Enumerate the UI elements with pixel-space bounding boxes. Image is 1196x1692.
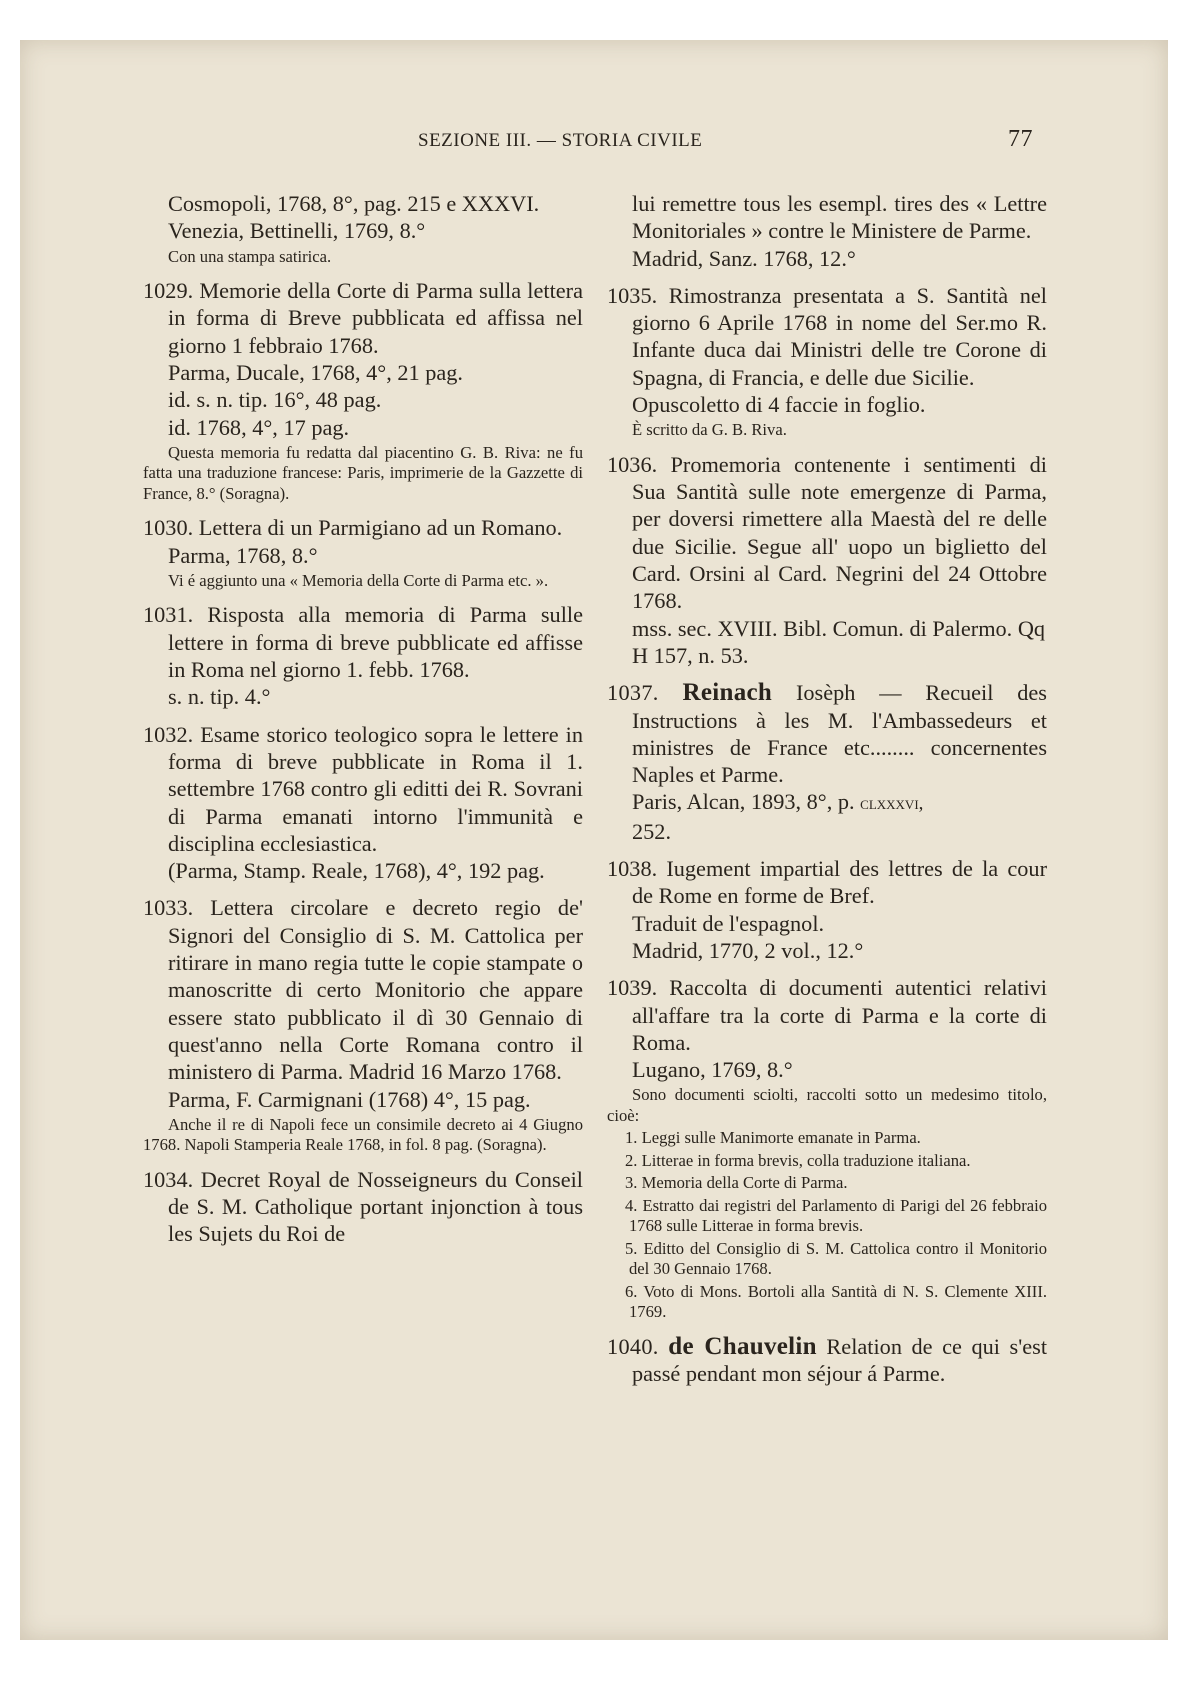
entry-note: Anche il re di Napoli fece un consimile decreto ai 4 Giugno 1768. Napoli Stamperia Reale 1768, in fol. 8 pag. (Soragna).	[143, 1114, 583, 1155]
page-number: 77	[1008, 126, 1033, 152]
entry-text	[607, 1333, 1047, 1388]
entry-text: 1034. Decret Royal de Nosseigneurs du Conseil de S. M. Catholique portant injonction à tous les Sujets du Roi de	[143, 1166, 583, 1247]
publication-line: (Parma, Stamp. Reale, 1768), 4°, 192 pag.	[168, 858, 545, 884]
entry-text: 1035. Rimostranza presentata a S. Santità nel giorno 6 Aprile 1768 in nome del Ser.mo R. Infante duca dai Ministri delle tre Corone di Spagna, di Francia, e delle due Sicilie.	[607, 282, 1047, 390]
right-column	[607, 190, 1047, 1398]
entry-text: lui remettre tous les esempl. tires des « Lettre Monitoriales » contre le Ministere de Parme.	[632, 191, 1047, 244]
entry-1039	[607, 974, 1047, 1323]
entry-text	[607, 679, 1047, 788]
entry-1035	[607, 282, 1047, 441]
entry-1034	[143, 1166, 583, 1248]
entry-note: Vi é aggiunto una « Memoria della Corte di Parma etc. ».	[168, 570, 549, 590]
publication-line: Parma, F. Carmignani (1768) 4°, 15 pag.	[168, 1086, 531, 1112]
entry-1038	[607, 855, 1047, 964]
entry-text: 1032. Esame storico teologico sopra le lettere in forma di breve pubblicate in Roma il 1. settembre 1768 contro gli editti dei R. Sovrani di Parma emanati intorno l'immunità e disciplina ecclesiastica.	[143, 721, 583, 856]
entry-note: È scritto da G. B. Riva.	[632, 420, 787, 440]
publication-place: Paris, Alcan, 1893, 8°, p.	[632, 789, 855, 815]
left-column	[143, 190, 583, 1258]
publication-pages: clxxxvi,	[860, 793, 924, 815]
entry-title: Relation de ce qui s'est passé pendant mon séjour á Parme.	[632, 1333, 1048, 1387]
entry-1037	[607, 679, 1047, 845]
section-title: SEZIONE III. — STORIA CIVILE	[418, 130, 703, 151]
publication-line: Madrid, 1770, 2 vol., 12.°	[632, 937, 864, 963]
document-list-item: 3. Memoria della Corte di Parma.	[625, 1173, 848, 1193]
entry-text: 1033. Lettera circolare e decreto regio de' Signori del Consiglio di S. M. Cattolica per ritirare in mano regia tutte le copie stampate o manoscritte di certo Monitorio che appare essere stato pubblicato il dì 30 Gennaio di quest'anno nella Corte Romana contro il ministero di Parma. Madrid 16 Marzo 1768.	[143, 895, 583, 1085]
publication-line: Madrid, Sanz. 1768, 12.°	[632, 245, 856, 271]
publication-line: Parma, 1768, 8.°	[168, 542, 318, 568]
entry-number: 1040.	[607, 1333, 659, 1359]
publication-line: mss. sec. XVIII. Bibl. Comun. di Palermo. Qq H 157, n. 53.	[632, 615, 1046, 668]
publication-line: s. n. tip. 4.°	[168, 684, 271, 710]
publication-line: Parma, Ducale, 1768, 4°, 21 pag.	[168, 359, 463, 385]
document-list-item: 4. Estratto dai registri del Parlamento di Parigi del 26 febbraio 1768 sulle Litterae in forma brevis.	[625, 1195, 1047, 1236]
entry-1030	[143, 514, 583, 591]
entry-1029	[143, 277, 583, 504]
entry-1033	[143, 894, 583, 1155]
document-list-item: 1. Leggi sulle Manimorte emanate in Parma.	[625, 1128, 921, 1148]
entry-1032	[143, 721, 583, 885]
entry-text: 1029. Memorie della Corte di Parma sulla lettera in forma di Breve pubblicata ed affissa nel giorno 1 febbraio 1768.	[143, 278, 583, 358]
entry-title: Iosèph — Recueil des Instructions à les M. l'Ambassedeurs et ministres de France etc........ concernentes Naples et Parme.	[632, 680, 1047, 788]
entry-continued	[607, 190, 1047, 272]
entry-text: 1036. Promemoria contenente i sentimenti di Sua Santità sulle note emergenze di Parma, per doversi rimettere alla Maestà del re delle due Sicilie. Segue all' uopo un biglietto del Card. Orsini al Card. Negrini del 24 Ottobre 1768.	[607, 451, 1047, 614]
entry-note: Sono documenti sciolti, raccolti sotto un medesimo titolo, cioè:	[607, 1085, 1047, 1125]
document-list-item: 6. Voto di Mons. Bortoli alla Santità di N. S. Clemente XIII. 1769.	[625, 1281, 1047, 1322]
entry-text: 1030. Lettera di un Parmigiano ad un Romano.	[143, 515, 563, 541]
entry-text: 1038. Iugement impartial des lettres de la cour de Rome en forme de Bref.	[607, 856, 1047, 909]
entry-text: 1039. Raccolta di documenti autentici relativi all'affare tra la corte di Parma e la corte di Roma.	[607, 975, 1047, 1055]
publication-line	[607, 788, 1047, 845]
publication-line: Opuscoletto di 4 faccie in foglio.	[632, 392, 926, 418]
publication-line: id. s. n. tip. 16°, 48 pag.	[168, 387, 382, 413]
entry-1040	[607, 1333, 1047, 1388]
entry-1031	[143, 601, 583, 710]
entry-continued	[143, 190, 583, 267]
publication-line: Venezia, Bettinelli, 1769, 8.°	[168, 218, 426, 244]
entry-note: Con una stampa satirica.	[168, 246, 332, 266]
entry-note: Questa memoria fu redatta dal piacentino G. B. Riva: ne fu fatta una traduzione francese: Paris, imprimerie de la Gazzette di France, 8.° (Soragna).	[143, 442, 583, 503]
entry-author: Reinach	[682, 679, 773, 707]
entry-text: Cosmopoli, 1768, 8°, pag. 215 e XXXVI.	[168, 191, 540, 216]
document-list-item: 2. Litterae in forma brevis, colla traduzione italiana.	[625, 1150, 971, 1170]
publication-line: id. 1768, 4°, 17 pag.	[168, 414, 350, 440]
publication-line: Traduit de l'espagnol.	[632, 910, 825, 936]
publication-line: Lugano, 1769, 8.°	[632, 1057, 793, 1083]
entry-text: 1031. Risposta alla memoria di Parma sulle lettere in forma di breve pubblicate ed affisse in Roma nel giorno 1. febb. 1768.	[143, 602, 583, 683]
publication-pages-extra: 252.	[632, 818, 672, 844]
entry-number: 1037.	[607, 680, 659, 706]
entry-author: de Chauvelin	[668, 1332, 817, 1360]
entry-1036	[607, 451, 1047, 669]
document-list-item: 5. Editto del Consiglio di S. M. Cattolica contro il Monitorio del 30 Gennaio 1768.	[625, 1238, 1047, 1279]
